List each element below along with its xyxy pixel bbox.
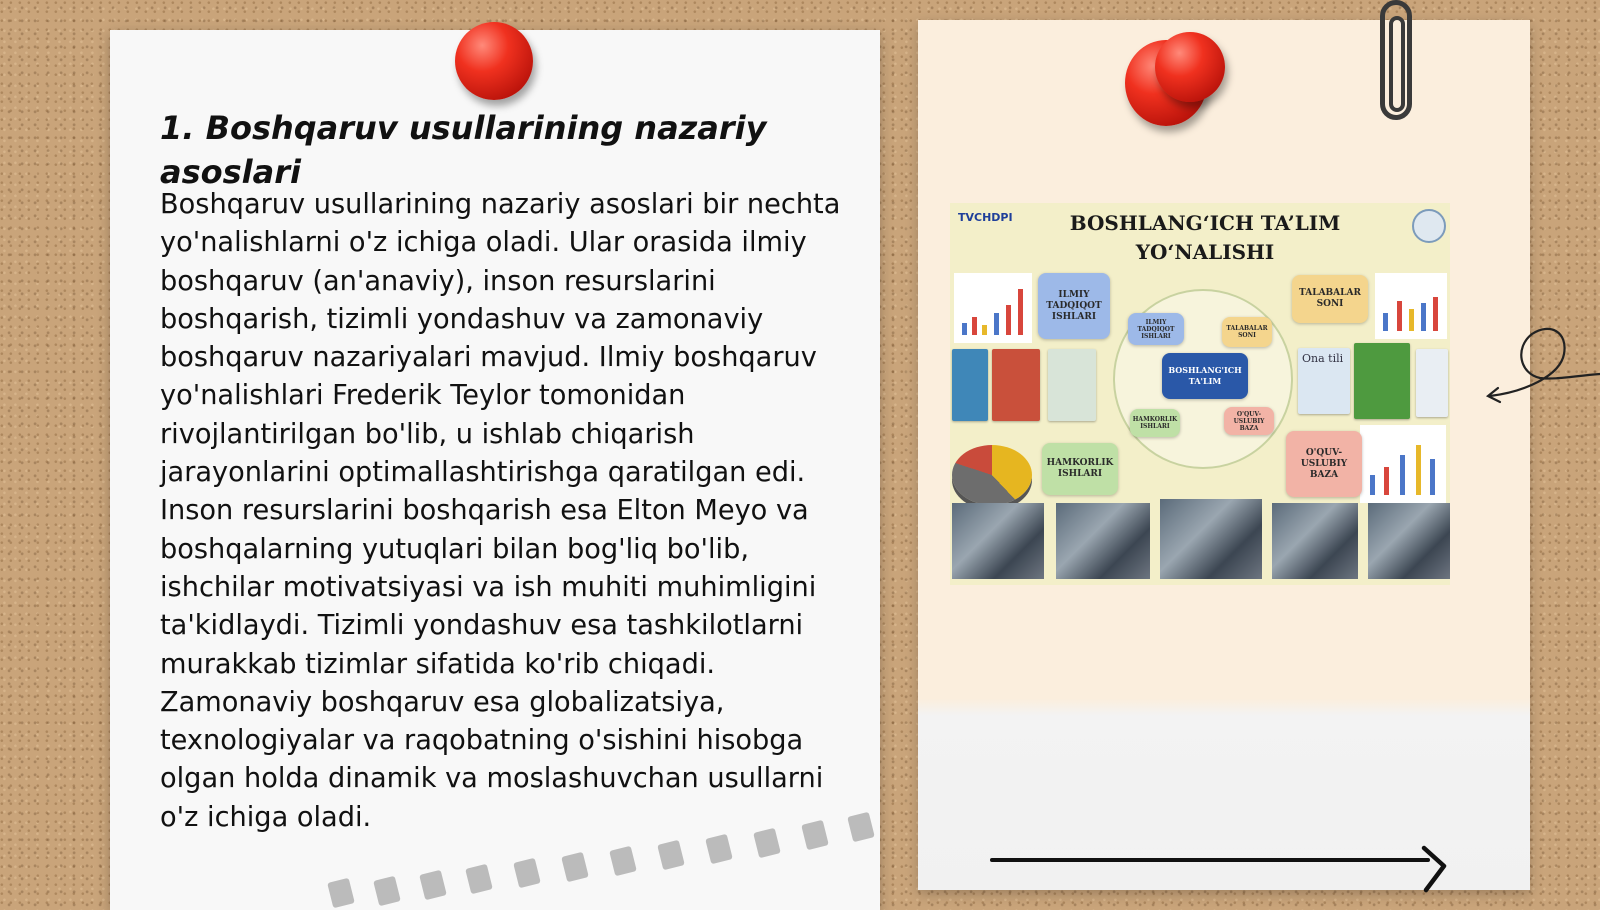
arrow-line xyxy=(990,858,1430,862)
hamkorlik-box: HAMKORLIK ISHLARI xyxy=(1042,443,1118,495)
slide-body-text: Boshqaruv usullarining nazariy asoslari bir nechta yo'nalishlarni o'z ichiga oladi. Ular orasida ilmiy boshqaruv (an'anaviy), inson resurslarini boshqarish, tizimli yondashuv va zamonaviy boshqaruv nazariyalari mavjud. Ilmiy boshqaruv yo'nalishlari Frederik Teylor tomonidan rivojlantirilgan bo'lib, u ishlab chiqarish jarayonlarini optimallashtirishga qaratilgan edi. Inson resurslarini boshqarish esa Elton Meyo va boshqalarning yutuqlari bilan bog'liq bo'lib, ishchilar motivatsiyasi va ish muhiti muhimligini ta'kidlaydi. Tizimli yondashuv esa tashkilotlarni murakkab tizimlar sifatida ko'rib chiqadi. Zamonaviy boshqaruv esa globalizatsiya, texnologiyalar va raqobatning o'sishini hisobga olgan holda dinamik va moslashuvchan usullarni o'z ichiga oladi. xyxy=(160,189,841,833)
push-pin-icon xyxy=(1155,32,1225,102)
classroom-photo xyxy=(1160,499,1262,579)
book-thumb-ona-tili: Ona tili xyxy=(1298,348,1350,414)
emblem-icon xyxy=(1412,209,1446,243)
push-pin-icon xyxy=(455,22,533,100)
inner-talabalar-box: TALABALAR SONI xyxy=(1222,317,1272,347)
bar-chart-thumb xyxy=(954,273,1032,343)
inner-oquv-box: O'QUV-USLUBIY BAZA xyxy=(1224,407,1274,435)
center-box: BOSHLANG'ICH TA'LIM xyxy=(1162,353,1248,399)
talabalar-soni-box: TALABALAR SONI xyxy=(1292,275,1368,323)
book-thumb xyxy=(992,349,1040,421)
slide-title: 1. Boshqaruv usullarining nazariy asoslari xyxy=(160,109,767,191)
inner-hamkorlik-box: HAMKORLIK ISHLARI xyxy=(1130,409,1180,437)
poster-logo: TVCHDPI xyxy=(958,211,1013,224)
ilmiy-tadqiqot-box: ILMIY TADQIQOT ISHLARI xyxy=(1038,273,1110,339)
poster-image xyxy=(950,203,1450,585)
bar-chart-thumb xyxy=(1375,273,1447,339)
book-thumb xyxy=(1416,349,1448,417)
classroom-photo xyxy=(1272,503,1358,579)
oquv-uslubiy-box: O'QUV-USLUBIY BAZA xyxy=(1286,431,1362,497)
book-thumb xyxy=(1354,343,1410,419)
bar-chart-thumb xyxy=(1360,425,1446,503)
poster-title-line1: BOSHLANG‘ICH TA’LIM xyxy=(1069,211,1341,235)
paper-clip-inner xyxy=(1389,16,1405,112)
book-thumb xyxy=(952,349,988,421)
pie-chart-thumb xyxy=(952,445,1032,505)
poster-title-line2: YO‘NALISHI xyxy=(1135,240,1275,264)
doodle-arrow-icon xyxy=(1484,318,1600,408)
classroom-photo xyxy=(952,503,1044,579)
poster-title xyxy=(1040,209,1370,267)
classroom-photo xyxy=(1056,503,1150,579)
arrow-right-icon xyxy=(1420,844,1448,894)
classroom-photo xyxy=(1368,503,1450,579)
book-thumb xyxy=(1048,349,1096,421)
inner-ilmiy-box: ILMIY TADQIQOT ISHLARI xyxy=(1128,313,1184,345)
